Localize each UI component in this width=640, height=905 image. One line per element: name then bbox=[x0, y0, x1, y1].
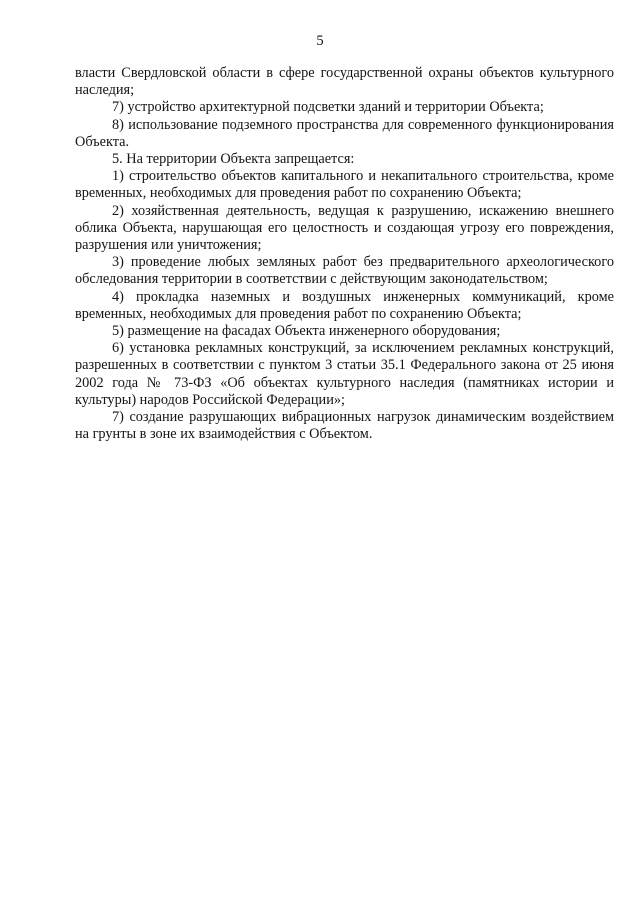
list-item: 8) использование подземного пространства для современного функционирования Объекта. bbox=[75, 116, 614, 150]
list-item: 1) строительство объектов капитального и некапитального строительства, кроме временных, необходимых для проведения работ по сохранению Объекта; bbox=[75, 168, 614, 202]
page-number: 5 bbox=[316, 33, 324, 49]
list-item: 7) устройство архитектурной подсветки зданий и территории Объекта; bbox=[112, 99, 544, 116]
document-body bbox=[75, 65, 614, 443]
paragraph-continuation: власти Свердловской области в сфере государственной охраны объектов культурного наследия; bbox=[75, 65, 614, 99]
list-item: 6) установка рекламных конструкций, за исключением рекламных конструкций, разрешенных в соответствии с пунктом 3 статьи 35.1 Федерального закона от 25 июня 2002 года № 73-ФЗ «Об объектах культурного наследия (памятниках истории и культуры) народов Российской Федерации»; bbox=[75, 340, 614, 408]
list-item: 7) создание разрушающих вибрационных нагрузок динамическим воздействием на грунты в зоне их взаимодействия с Объектом. bbox=[75, 409, 614, 443]
list-item: 4) прокладка наземных и воздушных инженерных коммуникаций, кроме временных, необходимых для проведения работ по сохранению Объекта; bbox=[75, 288, 614, 322]
list-item: 3) проведение любых земляных работ без предварительного археологического обследования территории в соответствии с действующим законодательством; bbox=[75, 254, 614, 288]
list-item: 2) хозяйственная деятельность, ведущая к разрушению, искажению внешнего облика Объекта, нарушающая его целостность и создающая угрозу его повреждения, разрушения или уничтожения; bbox=[75, 202, 614, 254]
section-heading: 5. На территории Объекта запрещается: bbox=[112, 151, 355, 168]
list-item: 5) размещение на фасадах Объекта инженерного оборудования; bbox=[112, 323, 501, 340]
